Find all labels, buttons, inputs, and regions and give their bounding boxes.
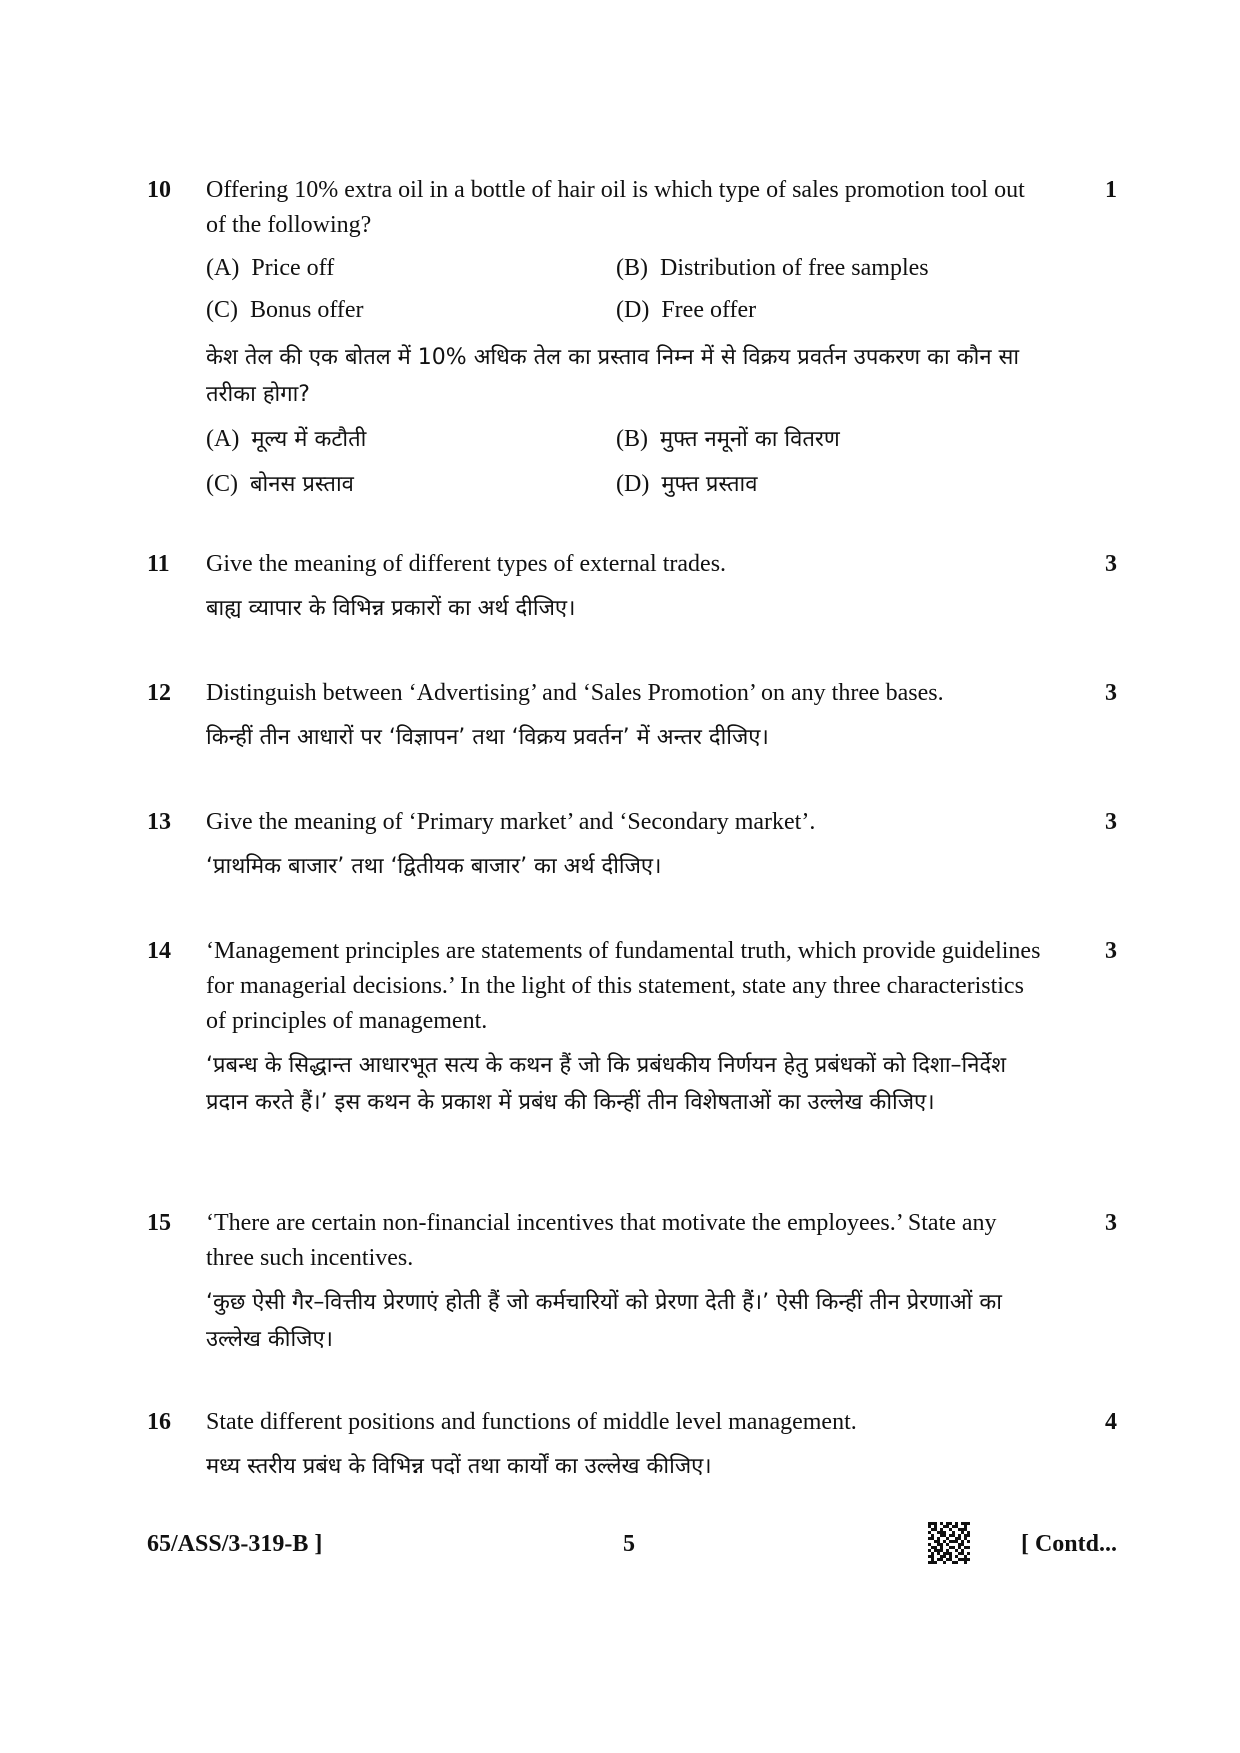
question-text-english: Give the meaning of different types of external trades. bbox=[206, 551, 727, 577]
hindi-options bbox=[206, 417, 1049, 507]
option-b-hindi: (B) मुफ्त नमूनों का वितरण bbox=[616, 426, 840, 452]
question-marks: 3 bbox=[1105, 551, 1117, 577]
question-11 bbox=[147, 547, 1117, 627]
question-text-english: Distinguish between ‘Advertising’ and ‘Sales Promotion’ on any three bases. bbox=[206, 680, 944, 706]
question-10 bbox=[147, 173, 1117, 507]
question-number: 15 bbox=[147, 1210, 171, 1236]
option-d-hindi: (D) मुफ्त प्रस्ताव bbox=[616, 471, 758, 497]
question-number: 13 bbox=[147, 809, 171, 835]
option-c: (C) Bonus offer bbox=[206, 297, 364, 323]
question-marks: 3 bbox=[1105, 1210, 1117, 1236]
question-text-english: ‘Management principles are statements of fundamental truth, which provide guidelines for managerial decisions.’ In the light of this statement, state any three characteristics of principles of management. bbox=[206, 938, 1041, 1034]
question-14 bbox=[147, 934, 1117, 1121]
option-b: (B) Distribution of free samples bbox=[616, 255, 929, 281]
question-marks: 3 bbox=[1105, 809, 1117, 835]
question-text-hindi: केश तेल की एक बोतल में 10% अधिक तेल का प्रस्ताव निम्न में से विक्रय प्रवर्तन उपकरण का कौन सा तरीका होगा? bbox=[206, 345, 1020, 407]
question-text-english: ‘There are certain non-financial incentives that motivate the employees.’ State any three such incentives. bbox=[206, 1210, 997, 1271]
question-text-english: Give the meaning of ‘Primary market’ and ‘Secondary market’. bbox=[206, 809, 816, 835]
question-text-english: Offering 10% extra oil in a bottle of hair oil is which type of sales promotion tool out of the following? bbox=[206, 177, 1025, 238]
question-text-english: State different positions and functions of middle level management. bbox=[206, 1409, 857, 1435]
question-marks: 4 bbox=[1105, 1409, 1117, 1435]
question-marks: 1 bbox=[1105, 177, 1117, 203]
question-text-hindi: किन्हीं तीन आधारों पर ‘विज्ञापन’ तथा ‘विक्रय प्रवर्तन’ में अन्तर दीजिए। bbox=[206, 725, 769, 750]
question-text-hindi: ‘कुछ ऐसी गैर–वित्तीय प्रेरणाएं होती हैं जो कर्मचारियों को प्रेरणा देती हैं।’ ऐसी किन्हीं तीन प्रेरणाओं का उल्लेख कीजिए। bbox=[206, 1290, 1002, 1352]
continued-label: [ Contd... bbox=[1020, 1531, 1117, 1557]
question-number: 11 bbox=[147, 551, 170, 577]
paper-code: 65/ASS/3-319-B ] bbox=[147, 1531, 323, 1557]
question-marks: 3 bbox=[1105, 680, 1117, 706]
page-number: 5 bbox=[623, 1531, 635, 1557]
question-number: 10 bbox=[147, 177, 171, 203]
question-13 bbox=[147, 805, 1117, 885]
question-12 bbox=[147, 676, 1117, 756]
option-a-hindi: (A) मूल्य में कटौती bbox=[206, 426, 367, 452]
question-number: 16 bbox=[147, 1409, 171, 1435]
page-footer bbox=[147, 1526, 1117, 1570]
question-text-hindi: ‘प्रबन्ध के सिद्धान्त आधारभूत सत्य के कथन हैं जो कि प्रबंधकीय निर्णयन हेतु प्रबंधकों को दिशा–निर्देश प्रदान करते हैं।’ इस कथन के प्रकाश में प्रबंध की किन्हीं तीन विशेषताओं का उल्लेख कीजिए। bbox=[206, 1053, 1007, 1115]
question-number: 12 bbox=[147, 680, 171, 706]
question-16 bbox=[147, 1405, 1117, 1485]
option-a: (A) Price off bbox=[206, 255, 335, 281]
question-text-hindi: बाह्य व्यापार के विभिन्न प्रकारों का अर्थ दीजिए। bbox=[206, 596, 576, 621]
question-text-hindi: ‘प्राथमिक बाजार’ तथा ‘द्वितीयक बाजार’ का अर्थ दीजिए। bbox=[206, 854, 662, 879]
question-15 bbox=[147, 1206, 1117, 1358]
option-c-hindi: (C) बोनस प्रस्ताव bbox=[206, 471, 354, 497]
english-options bbox=[206, 247, 1049, 331]
qr-code-icon bbox=[928, 1522, 970, 1564]
option-d: (D) Free offer bbox=[616, 297, 757, 323]
question-marks: 3 bbox=[1105, 938, 1117, 964]
question-number: 14 bbox=[147, 938, 171, 964]
question-text-hindi: मध्य स्तरीय प्रबंध के विभिन्न पदों तथा कार्यों का उल्लेख कीजिए। bbox=[206, 1454, 712, 1479]
